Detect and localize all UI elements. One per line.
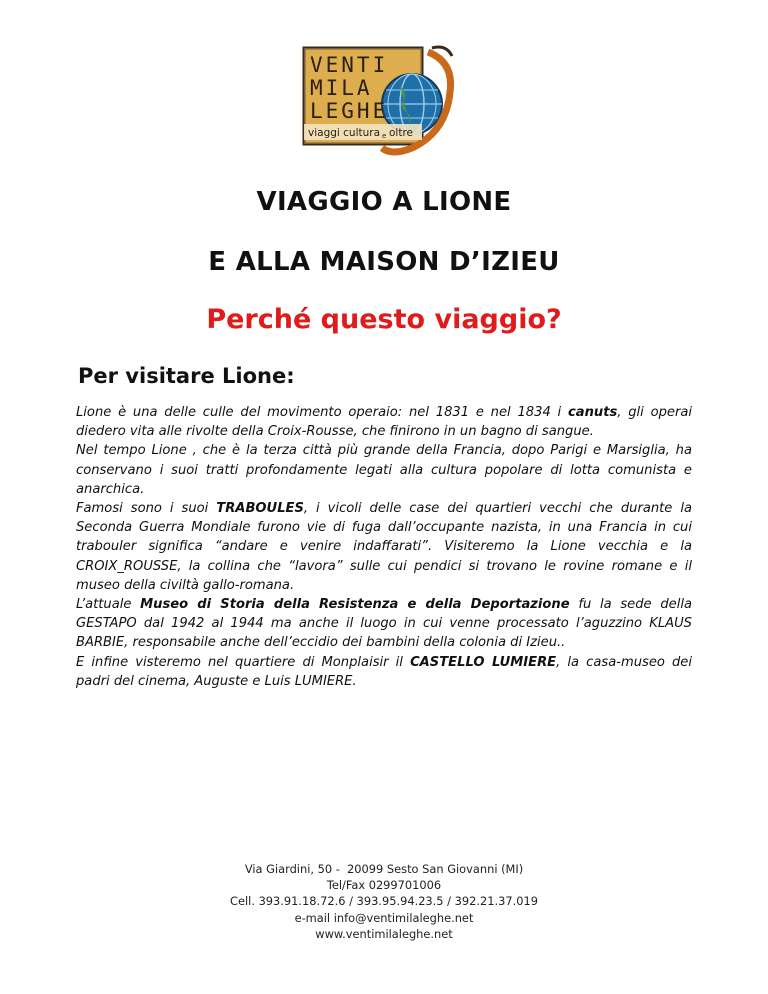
highlight-castello: CASTELLO LUMIERE [410, 654, 557, 670]
paragraph-traboules [76, 499, 692, 595]
highlight-museum: Museo di Storia della Resistenza e della Deportazione [140, 597, 570, 613]
logo-tagline-e: e [382, 132, 387, 140]
body-text [76, 403, 692, 691]
paragraph-text: , i vicoli delle case dei quartieri vecchi che durante la Seconda Guerra Mondiale furono vie di fuga dall’occupante nazista, in una Francia in cui trabouler significa “andare e venire indaffarati”. Visiteremo la Lione vecchia e la CROIX_ROUSSE, la collina che “lavora” sulle cui pendici si trovano le rovine romane e il museo della civiltà gallo-romana. [76, 501, 692, 593]
footer-email[interactable]: e-mail info@ventimilaleghe.net [294, 910, 474, 925]
logo-tagline-1: viaggi cultura [308, 127, 381, 139]
logo-tagline-2: oltre [389, 127, 414, 139]
logo-graphic [300, 42, 458, 156]
footer-contacts [0, 861, 768, 942]
paragraph-museum [76, 595, 692, 653]
footer-telfax: Tel/Fax 0299701006 [326, 878, 442, 893]
paragraph-text: Lione è una delle culle del movimento operaio: nel 1831 e nel 1834 i [76, 405, 568, 420]
logo-word-leghe: LEGHE [310, 99, 389, 123]
subtitle: Perché questo viaggio? [206, 304, 562, 335]
section-heading: Per visitare Lione: [78, 364, 295, 388]
logo-word-venti: VENTI [310, 53, 389, 77]
paragraph-city: Nel tempo Lione , che è la terza città più grande della Francia, dopo Parigi e Marsiglia, ha conservano i suoi tratti profondamente legati alla cultura popolare di lotta comunista e anarchica. [76, 443, 692, 497]
paragraph-lumiere [76, 653, 692, 691]
paragraph-text: , la casa-museo dei padri del cinema, Auguste e Luis LUMIERE. [76, 654, 692, 689]
paragraph-text: E infine visteremo nel quartiere di Monplaisir il [76, 654, 411, 670]
footer-address: Via Giardini, 50 - 20099 Sesto San Giovanni (MI) [244, 862, 524, 876]
footer-website[interactable]: www.ventimilaleghe.net [315, 926, 453, 941]
paragraph-text: L’attuale [76, 597, 141, 613]
paragraph-text: Famosi sono i suoi [76, 501, 217, 517]
company-logo [300, 42, 458, 156]
footer-cell: Cell. 393.91.18.72.6 / 393.95.94.23.5 / 392.21.37.019 [230, 894, 538, 909]
highlight-canuts: canuts [567, 405, 618, 420]
paragraph-canuts [76, 403, 692, 441]
title-line-1: VIAGGIO A LIONE [256, 187, 512, 217]
paragraph-text: fu la sede della GESTAPO dal 1942 al 1944 ma anche il luogo in cui venne processato l’aguzzino KLAUS BARBIE, responsabile anche dell’eccidio dei bambini della colonia di Izieu.. [76, 597, 692, 651]
logo-word-mila: MILA [310, 76, 373, 100]
highlight-traboules: TRABOULES [216, 501, 304, 517]
title-line-2: E ALLA MAISON D’IZIEU [208, 247, 560, 277]
paragraph-text: , gli operai diedero vita alle rivolte della Croix-Rousse, che finirono in un bagno di sangue. [76, 405, 692, 440]
